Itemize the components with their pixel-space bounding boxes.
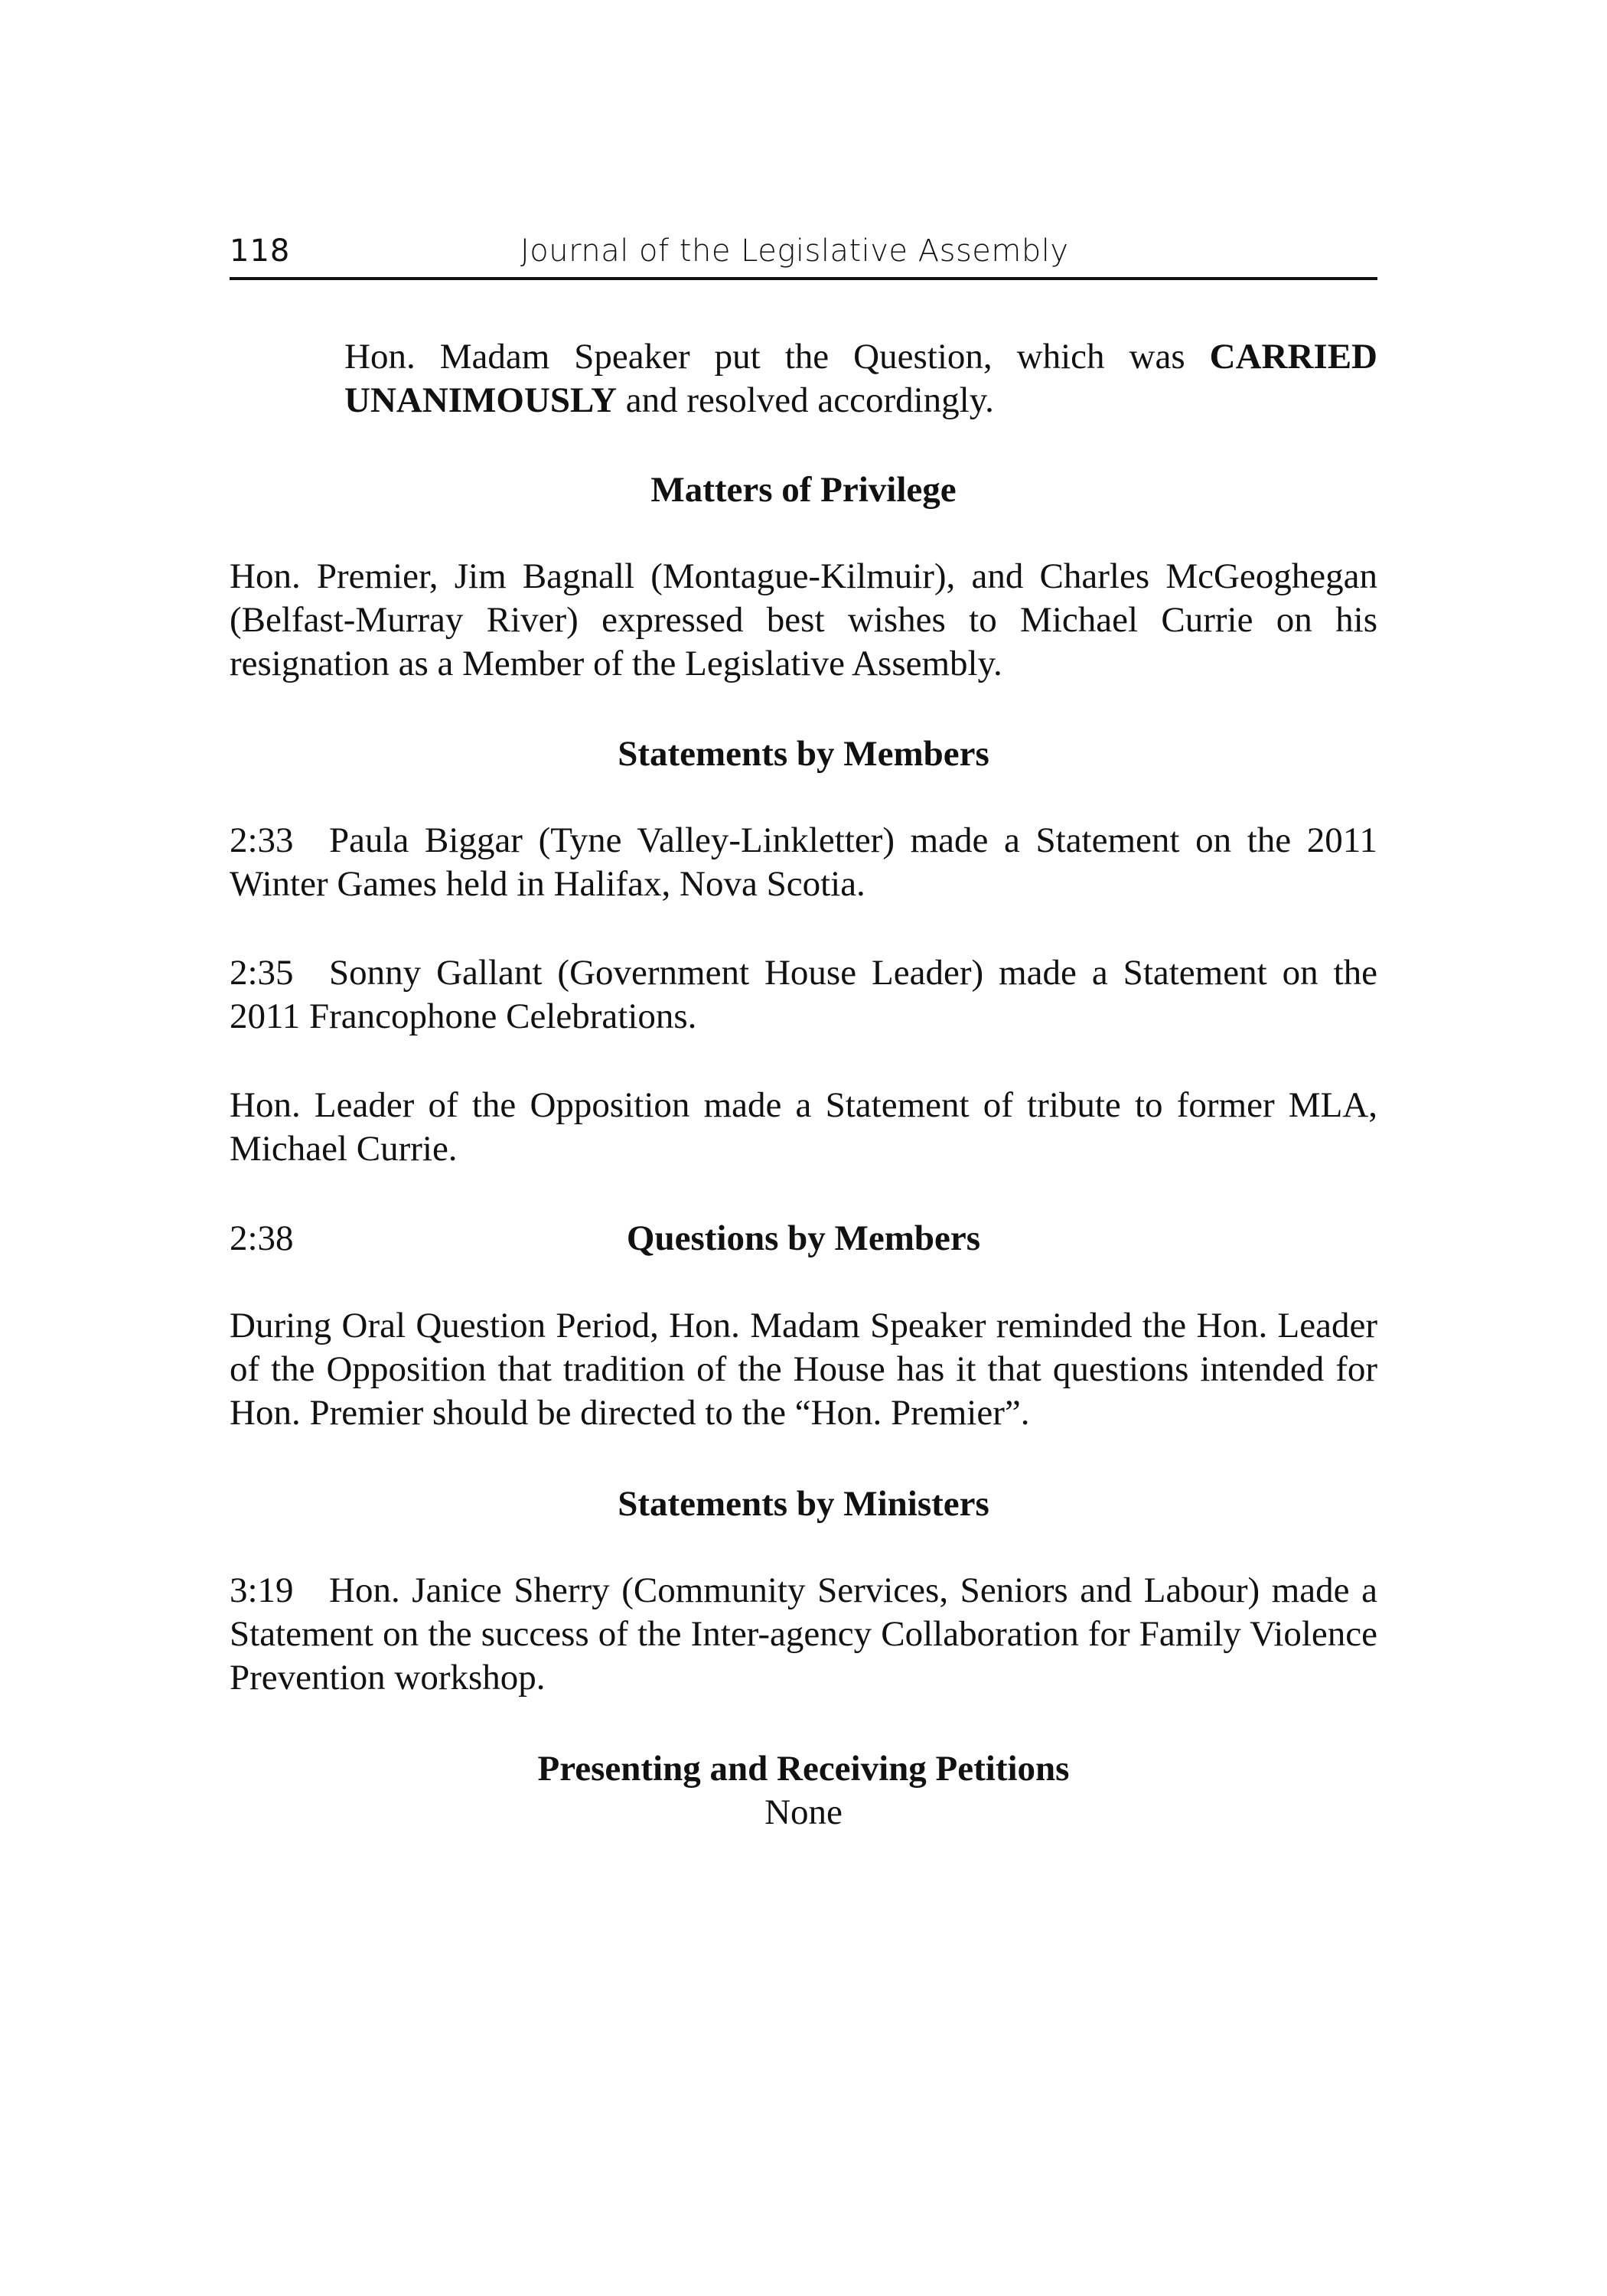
- heading-presenting-petitions: Presenting and Receiving Petitions: [537, 1749, 1070, 1789]
- statement-text: Sonny Gallant (Government House Leader) made a Statement on the 2011 Francophone Celebrations.: [230, 953, 1377, 1036]
- member-statement-biggar: [230, 819, 1377, 906]
- statement-text: Hon. Janice Sherry (Community Services, Seniors and Labour) made a Statement on the success of the Inter-agency Collaboration for Family Violence Prevention workshop.: [230, 1570, 1377, 1698]
- heading-statements-by-members: Statements by Members: [618, 734, 989, 774]
- running-header: [230, 230, 1377, 280]
- heading-statements-by-ministers: Statements by Ministers: [618, 1484, 989, 1524]
- heading-questions-by-members: Questions by Members: [626, 1218, 981, 1258]
- page-number: 118: [230, 233, 291, 269]
- time-stamp: 2:38: [230, 1218, 294, 1258]
- time-stamp: 2:35: [230, 953, 294, 993]
- speaker-question-paragraph: [344, 335, 1377, 422]
- journal-title: Journal of the Legislative Assembly: [520, 233, 1069, 269]
- time-stamp: 2:33: [230, 820, 294, 860]
- opposition-tribute-paragraph: Hon. Leader of the Opposition made a Statement of tribute to former MLA, Michael Currie.: [230, 1085, 1377, 1169]
- minister-statement-sherry: [230, 1569, 1377, 1700]
- intro-text-start: Hon. Madam Speaker put the Question, which was: [344, 337, 1210, 377]
- time-stamp: 3:19: [230, 1570, 294, 1610]
- privilege-paragraph: Hon. Premier, Jim Bagnall (Montague-Kilmuir), and Charles McGeoghegan (Belfast-Murray River) expressed best wishes to Michael Currie on his resignation as a Member of the Legislative Assembly.: [230, 556, 1377, 683]
- member-statement-gallant: [230, 951, 1377, 1039]
- question-period-paragraph: During Oral Question Period, Hon. Madam Speaker reminded the Hon. Leader of the Opposition that tradition of the House has it that questions intended for Hon. Premier should be directed to the “Hon. Premier”.: [230, 1306, 1377, 1433]
- questions-heading-row: [230, 1217, 1377, 1261]
- intro-text-end: and resolved accordingly.: [617, 380, 994, 420]
- statement-text: Paula Biggar (Tyne Valley-Linkletter) made a Statement on the 2011 Winter Games held in Halifax, Nova Scotia.: [230, 820, 1377, 904]
- heading-matters-of-privilege: Matters of Privilege: [650, 470, 957, 510]
- carried-unanimously: CARRIED UNANIMOUSLY: [344, 337, 1377, 420]
- petitions-none: None: [764, 1792, 843, 1832]
